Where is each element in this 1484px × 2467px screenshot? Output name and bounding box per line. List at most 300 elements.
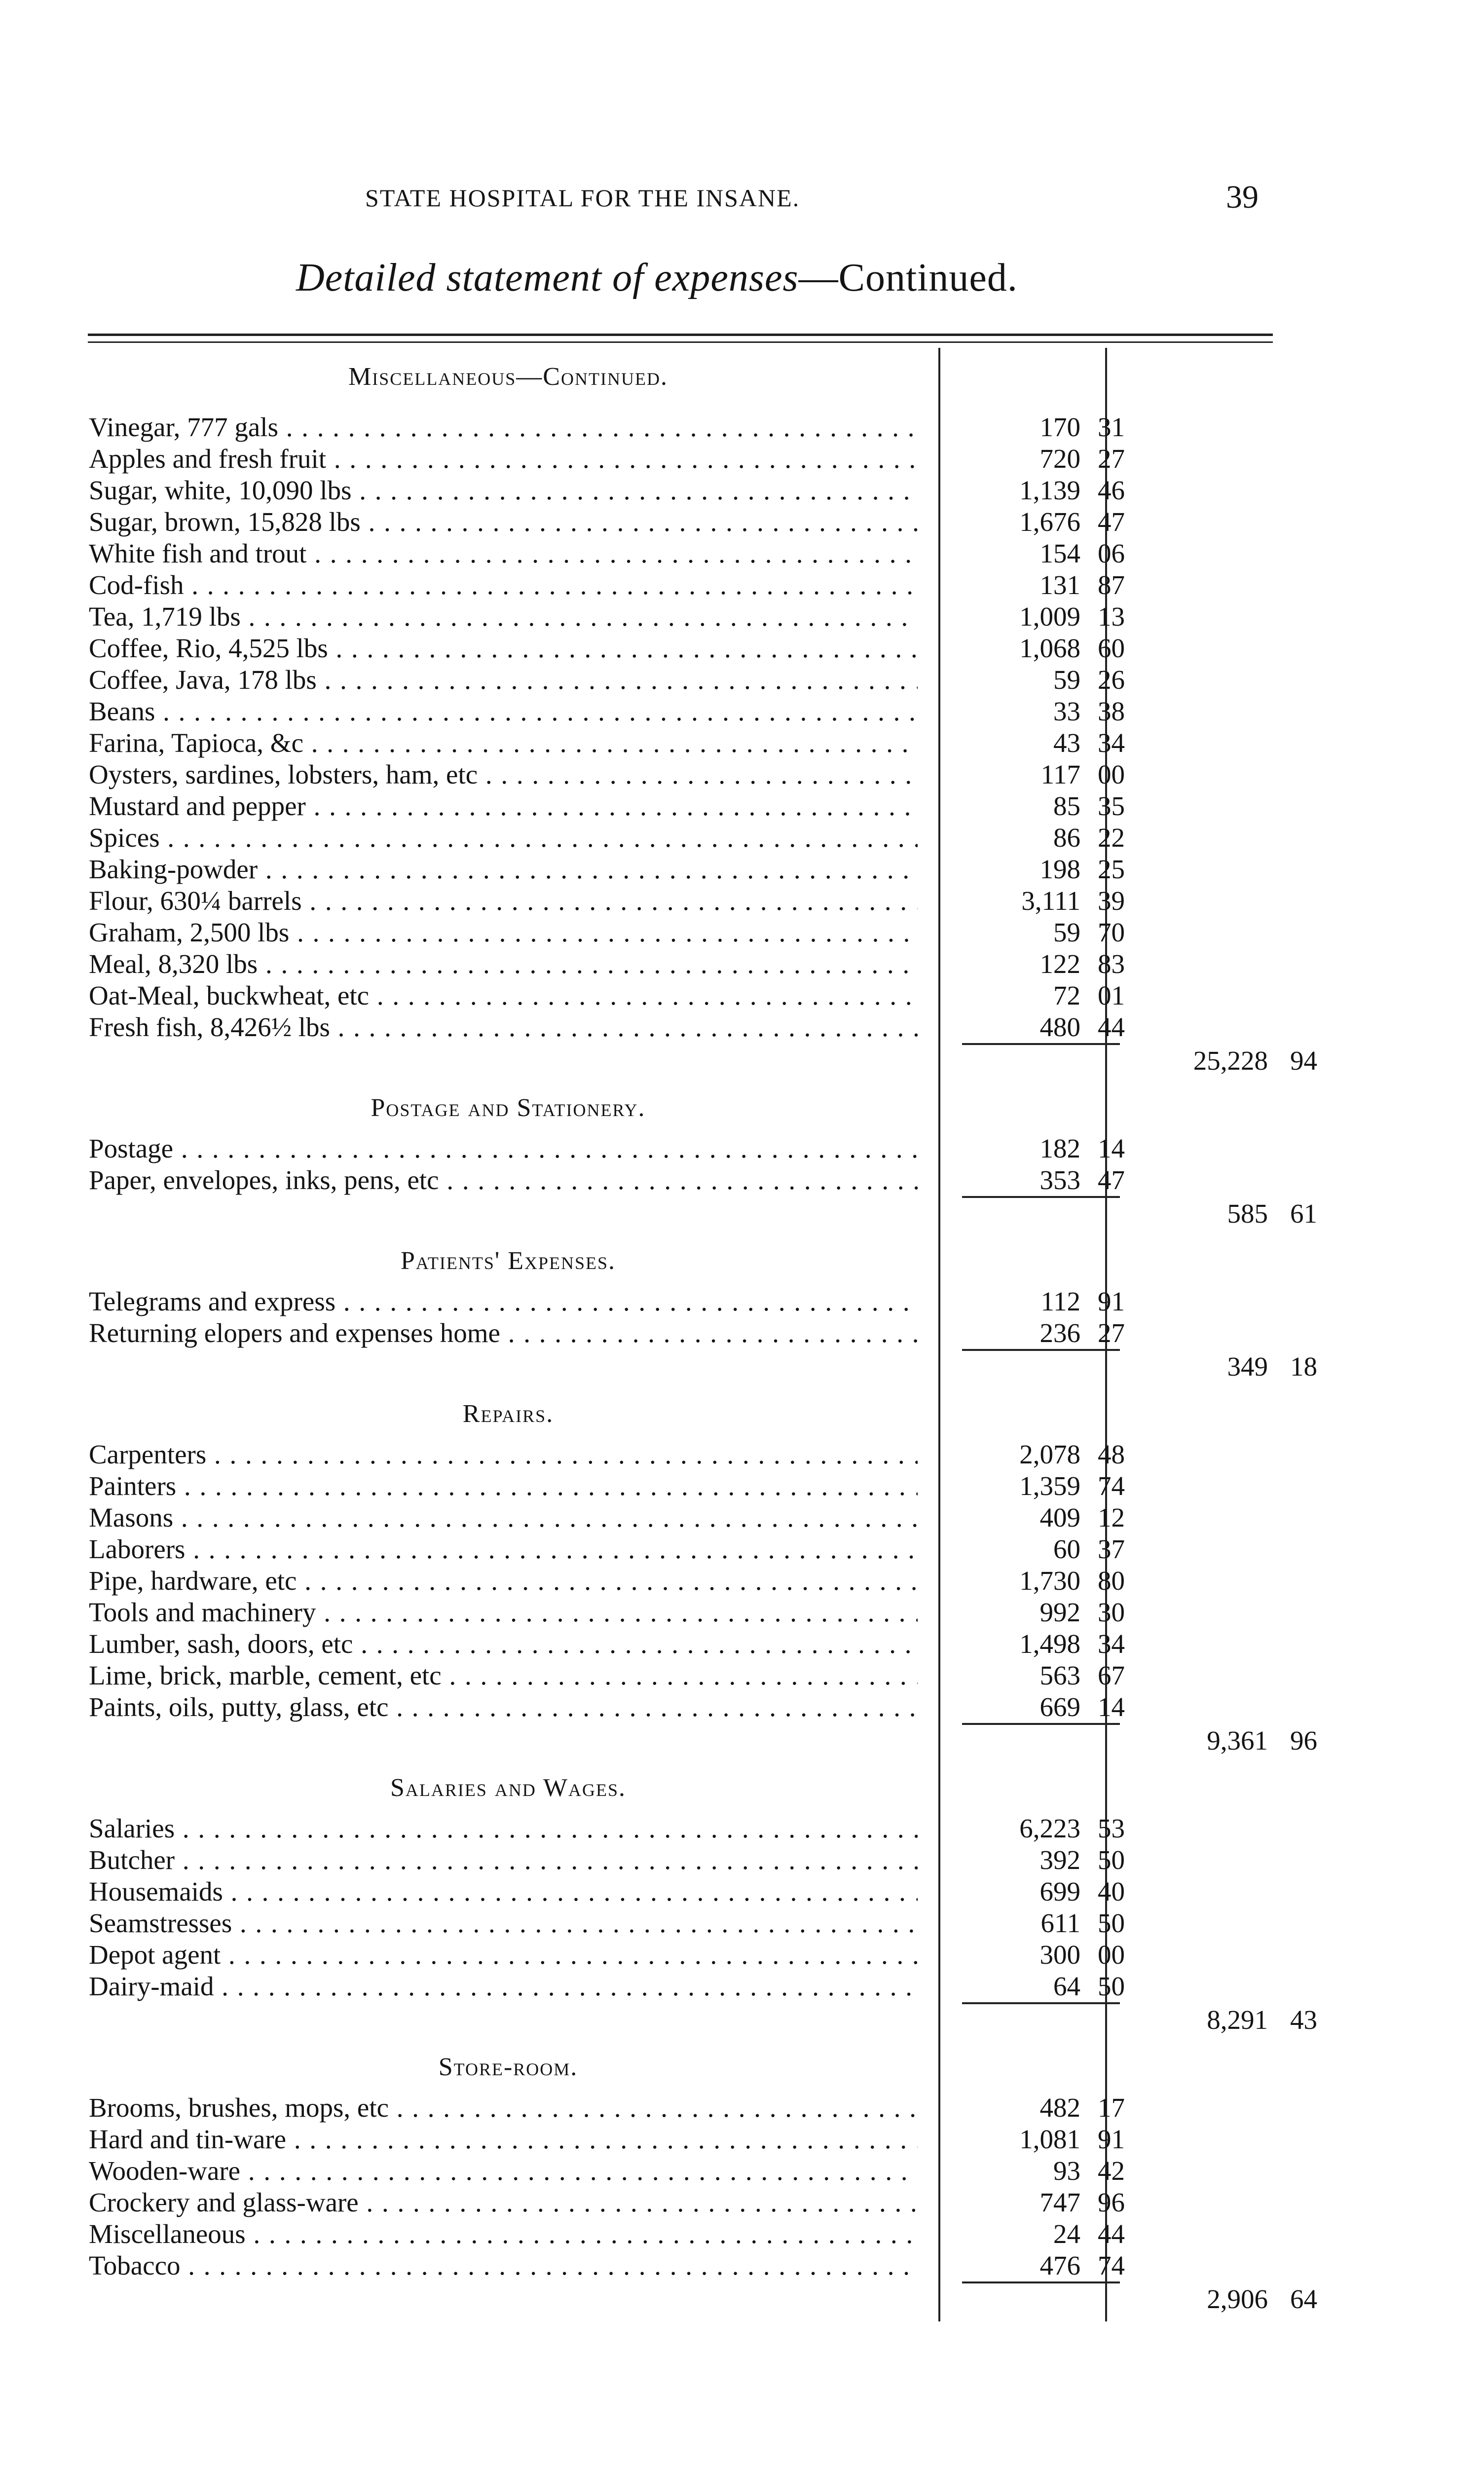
amount-cents: 44 — [1098, 1012, 1125, 1042]
expense-row — [89, 2250, 1283, 2281]
amount-cents: 00 — [1098, 1940, 1125, 1970]
expense-amount — [957, 1876, 1125, 1907]
expense-label-text: Miscellaneous — [89, 2219, 246, 2249]
expense-row — [89, 1628, 1283, 1660]
amount-cents: 12 — [1098, 1502, 1125, 1533]
amount-dollars: 300 — [1039, 1940, 1080, 1970]
section-total-row — [89, 1045, 1317, 1077]
total-dollars: 585 — [1227, 1198, 1268, 1229]
section-title-text: Store-room. — [438, 2053, 578, 2081]
expense-label-text: Masons — [89, 1502, 174, 1533]
amount-dollars: 86 — [1053, 822, 1080, 853]
expense-amount — [957, 1533, 1125, 1565]
top-rule-2 — [88, 341, 1273, 343]
expense-row — [89, 1907, 1283, 1939]
page-title — [296, 256, 1018, 300]
running-header: STATE HOSPITAL FOR THE INSANE. — [365, 184, 800, 212]
amount-cents: 83 — [1098, 949, 1125, 979]
amount-dollars: 93 — [1053, 2156, 1080, 2186]
amount-dollars: 198 — [1039, 854, 1080, 884]
amount-cents: 50 — [1098, 1971, 1125, 2001]
section-title-text: Postage and Stationery. — [371, 1094, 646, 1122]
expense-label-text: Brooms, brushes, mops, etc — [89, 2093, 389, 2123]
amount-cents: 17 — [1098, 2093, 1125, 2123]
amount-dollars: 699 — [1039, 1876, 1080, 1906]
expense-row — [89, 1439, 1283, 1470]
expense-amount — [957, 980, 1125, 1011]
expense-label — [89, 569, 918, 601]
amount-dollars: 182 — [1039, 1133, 1080, 1163]
amount-dollars: 720 — [1039, 444, 1080, 474]
expense-row — [89, 443, 1283, 475]
amount-cents: 14 — [1098, 1692, 1125, 1722]
amount-cents: 38 — [1098, 696, 1125, 726]
expense-amount — [957, 696, 1125, 727]
expense-label — [89, 822, 918, 854]
amount-cents: 00 — [1098, 759, 1125, 789]
expense-amount — [957, 1317, 1125, 1349]
expense-label — [89, 1597, 918, 1628]
expense-amount — [957, 411, 1125, 443]
expense-label — [89, 980, 918, 1011]
section-total-row — [89, 2004, 1317, 2036]
expense-label-text: Painters — [89, 1471, 177, 1501]
amount-dollars: 236 — [1039, 1318, 1080, 1348]
expense-label-text: Tools and machinery — [89, 1597, 316, 1627]
expense-amount — [957, 633, 1125, 664]
amount-cents: 80 — [1098, 1566, 1125, 1596]
expense-label — [89, 854, 918, 885]
expense-amount — [957, 475, 1125, 506]
expense-row — [89, 633, 1283, 664]
expense-row — [89, 980, 1283, 1011]
expense-label-text: Sugar, brown, 15,828 lbs — [89, 507, 361, 537]
expense-label-text: Apples and fresh fruit — [89, 444, 327, 474]
expense-label-text: Meal, 8,320 lbs — [89, 949, 258, 979]
amount-dollars: 112 — [1040, 1286, 1080, 1316]
expense-label — [89, 601, 918, 633]
amount-dollars: 33 — [1053, 696, 1080, 726]
expense-row — [89, 1286, 1283, 1317]
amount-cents: 50 — [1098, 1845, 1125, 1875]
expense-label — [89, 1439, 918, 1470]
amount-dollars: 2,078 — [1019, 1439, 1080, 1469]
total-cents: 64 — [1290, 2284, 1317, 2314]
expense-label — [89, 948, 918, 980]
expense-row — [89, 2155, 1283, 2187]
amount-cents: 06 — [1098, 538, 1125, 568]
amount-cents: 48 — [1098, 1439, 1125, 1469]
amount-cents: 27 — [1098, 444, 1125, 474]
section-total-row — [89, 2283, 1317, 2315]
amount-cents: 26 — [1098, 665, 1125, 695]
amount-dollars: 1,730 — [1019, 1566, 1080, 1596]
expense-amount — [957, 1813, 1125, 1844]
expense-amount — [957, 1439, 1125, 1470]
expense-row — [89, 2092, 1283, 2124]
expense-label-text: Wooden-ware — [89, 2156, 241, 2186]
expense-label-text: Vinegar, 777 gals — [89, 412, 278, 442]
amount-dollars: 85 — [1053, 791, 1080, 821]
amount-dollars: 59 — [1053, 665, 1080, 695]
expense-amount — [957, 601, 1125, 633]
expense-label — [89, 1011, 918, 1043]
expense-label — [89, 2092, 918, 2124]
amount-dollars: 59 — [1053, 917, 1080, 947]
expense-label-text: Sugar, white, 10,090 lbs — [89, 475, 352, 505]
amount-cents: 14 — [1098, 1133, 1125, 1163]
expense-row — [89, 790, 1283, 822]
section-title-text: Salaries and Wages. — [390, 1774, 627, 1802]
expense-label-text: Pipe, hardware, etc — [89, 1566, 297, 1596]
amount-dollars: 122 — [1039, 949, 1080, 979]
amount-cents: 27 — [1098, 1318, 1125, 1348]
expense-label — [89, 727, 918, 759]
expense-amount — [957, 854, 1125, 885]
expense-label — [89, 696, 918, 727]
amount-dollars: 60 — [1053, 1534, 1080, 1564]
expense-label-text: Coffee, Java, 178 lbs — [89, 665, 317, 695]
amount-dollars: 64 — [1053, 1971, 1080, 2001]
expense-label — [89, 506, 918, 538]
expense-label-text: Laborers — [89, 1534, 186, 1564]
amount-dollars: 43 — [1053, 728, 1080, 758]
amount-cents: 13 — [1098, 601, 1125, 632]
amount-dollars: 3,111 — [1021, 886, 1080, 916]
expense-amount — [957, 759, 1125, 790]
expense-amount — [957, 1565, 1125, 1597]
expense-label-text: Beans — [89, 696, 155, 726]
expense-row — [89, 1317, 1283, 1349]
expense-label-text: Fresh fish, 8,426½ lbs — [89, 1012, 330, 1042]
amount-cents: 40 — [1098, 1876, 1125, 1906]
amount-cents: 01 — [1098, 980, 1125, 1010]
total-dollars: 9,361 — [1207, 1725, 1268, 1756]
expense-label-text: Returning elopers and expenses home — [89, 1318, 500, 1348]
expense-label — [89, 1939, 918, 1971]
expense-label-text: Cod-fish — [89, 570, 184, 600]
expense-amount — [957, 1628, 1125, 1660]
expense-amount — [957, 2124, 1125, 2155]
amount-dollars: 1,359 — [1019, 1471, 1080, 1501]
expense-amount — [957, 664, 1125, 696]
amount-dollars: 117 — [1040, 759, 1080, 789]
expense-label — [89, 1286, 918, 1317]
expense-amount — [957, 1844, 1125, 1876]
amount-cents: 74 — [1098, 2250, 1125, 2280]
amount-cents: 30 — [1098, 1597, 1125, 1627]
expense-label — [89, 2187, 918, 2218]
amount-cents: 60 — [1098, 633, 1125, 663]
expense-label-text: Spices — [89, 822, 160, 853]
expense-amount — [957, 2092, 1125, 2124]
expense-row — [89, 948, 1283, 980]
expense-row — [89, 854, 1283, 885]
expense-label — [89, 1628, 918, 1660]
expense-row — [89, 1971, 1283, 2002]
amount-cents: 35 — [1098, 791, 1125, 821]
amount-dollars: 480 — [1039, 1012, 1080, 1042]
page-title-suffix: —Continued. — [798, 256, 1018, 299]
expense-label — [89, 885, 918, 917]
expense-amount — [957, 1660, 1125, 1691]
expense-label-text: Lumber, sash, doors, etc — [89, 1629, 353, 1659]
expense-amount — [957, 538, 1125, 569]
expense-label — [89, 917, 918, 948]
expense-label-text: Lime, brick, marble, cement, etc — [89, 1660, 442, 1690]
amount-dollars: 669 — [1039, 1692, 1080, 1722]
amount-dollars: 1,068 — [1019, 633, 1080, 663]
expense-label-text: Tea, 1,719 lbs — [89, 601, 241, 632]
expense-label — [89, 1565, 918, 1597]
total-cents: 96 — [1290, 1725, 1317, 1756]
section-total — [1135, 1725, 1317, 1757]
top-rule-1 — [88, 334, 1273, 336]
amount-dollars: 1,676 — [1019, 507, 1080, 537]
amount-dollars: 131 — [1039, 570, 1080, 600]
expense-amount — [957, 917, 1125, 948]
total-cents: 18 — [1290, 1351, 1317, 1382]
amount-dollars: 1,139 — [1019, 475, 1080, 505]
amount-dollars: 6,223 — [1019, 1813, 1080, 1843]
amount-cents: 39 — [1098, 886, 1125, 916]
expense-label — [89, 1533, 918, 1565]
amount-cents: 31 — [1098, 412, 1125, 442]
amount-cents: 22 — [1098, 822, 1125, 853]
expense-row — [89, 727, 1283, 759]
amount-cents: 53 — [1098, 1813, 1125, 1843]
expense-row — [89, 696, 1283, 727]
expense-row — [89, 2187, 1283, 2218]
expense-row — [89, 1844, 1283, 1876]
amount-dollars: 72 — [1053, 980, 1080, 1010]
expense-label-text: Mustard and pepper — [89, 791, 306, 821]
expense-label — [89, 1876, 918, 1907]
expense-label — [89, 1164, 918, 1196]
expense-label-text: Oat-Meal, buckwheat, etc — [89, 980, 370, 1010]
expense-amount — [957, 2250, 1125, 2281]
expense-amount — [957, 822, 1125, 854]
expense-label-text: Farina, Tapioca, &c — [89, 728, 303, 758]
expense-label — [89, 2250, 918, 2281]
expense-label-text: Coffee, Rio, 4,525 lbs — [89, 633, 328, 663]
expense-amount — [957, 1939, 1125, 1971]
expense-row — [89, 664, 1283, 696]
expense-label-text: Hard and tin-ware — [89, 2124, 287, 2154]
expense-amount — [957, 2218, 1125, 2250]
section-total-row — [89, 1351, 1317, 1383]
expense-row — [89, 759, 1283, 790]
amount-cents: 47 — [1098, 507, 1125, 537]
expense-amount — [957, 2155, 1125, 2187]
expense-amount — [957, 1971, 1125, 2002]
expense-row — [89, 1876, 1283, 1907]
expense-row — [89, 1939, 1283, 1971]
section-title-text: Patients' Expenses. — [400, 1247, 616, 1275]
expense-amount — [957, 1597, 1125, 1628]
expense-label — [89, 411, 918, 443]
expense-label-text: Baking-powder — [89, 854, 258, 884]
expense-row — [89, 506, 1283, 538]
expense-label — [89, 1317, 918, 1349]
expense-label — [89, 1502, 918, 1533]
expense-label-text: Carpenters — [89, 1439, 207, 1469]
expense-row — [89, 822, 1283, 854]
expense-amount — [957, 1470, 1125, 1502]
amount-dollars: 476 — [1039, 2250, 1080, 2280]
expense-label — [89, 1971, 918, 2002]
expense-label-text: Dairy-maid — [89, 1971, 214, 2001]
amount-cents: 87 — [1098, 570, 1125, 600]
expense-amount — [957, 569, 1125, 601]
amount-cents: 47 — [1098, 1165, 1125, 1195]
amount-dollars: 154 — [1039, 538, 1080, 568]
section-title — [89, 1077, 928, 1133]
expense-amount — [957, 727, 1125, 759]
expense-row — [89, 1011, 1283, 1043]
expense-amount — [957, 1164, 1125, 1196]
page-title-italic: Detailed statement of expenses — [296, 256, 799, 299]
amount-dollars: 392 — [1039, 1845, 1080, 1875]
expense-row — [89, 1164, 1283, 1196]
expense-label — [89, 475, 918, 506]
expense-label-text: Graham, 2,500 lbs — [89, 917, 290, 947]
amount-dollars: 1,498 — [1019, 1629, 1080, 1659]
expense-label-text: White fish and trout — [89, 538, 307, 568]
expense-label-text: Salaries — [89, 1813, 175, 1843]
expense-row — [89, 1660, 1283, 1691]
amount-dollars: 24 — [1053, 2219, 1080, 2249]
section-total — [1135, 1045, 1317, 1077]
section-title-text: Repairs. — [462, 1400, 554, 1428]
section-title — [89, 1230, 928, 1286]
expense-label-text: Depot agent — [89, 1940, 221, 1970]
amount-cents: 34 — [1098, 1629, 1125, 1659]
expense-label — [89, 1660, 918, 1691]
expense-row — [89, 475, 1283, 506]
expense-label-text: Seamstresses — [89, 1908, 232, 1938]
amount-dollars: 170 — [1039, 412, 1080, 442]
expense-label — [89, 2155, 918, 2187]
expense-row — [89, 538, 1283, 569]
total-dollars: 25,228 — [1193, 1046, 1268, 1076]
expense-row — [89, 917, 1283, 948]
amount-cents: 91 — [1098, 2124, 1125, 2154]
expense-amount — [957, 1907, 1125, 1939]
expense-table — [89, 355, 1317, 2315]
section-title — [89, 1383, 928, 1439]
section-total — [1135, 1198, 1317, 1230]
amount-cents: 25 — [1098, 854, 1125, 884]
amount-dollars: 1,009 — [1019, 601, 1080, 632]
expense-row — [89, 2124, 1283, 2155]
page-number: 39 — [1226, 179, 1259, 215]
amount-cents: 42 — [1098, 2156, 1125, 2186]
expense-label-text: Paper, envelopes, inks, pens, etc — [89, 1165, 439, 1195]
section-total — [1135, 2283, 1317, 2315]
expense-amount — [957, 1133, 1125, 1164]
amount-cents: 50 — [1098, 1908, 1125, 1938]
expense-row — [89, 2218, 1283, 2250]
expense-label — [89, 1844, 918, 1876]
amount-cents: 44 — [1098, 2219, 1125, 2249]
expense-label-text: Oysters, sardines, lobsters, ham, etc — [89, 759, 478, 789]
expense-label — [89, 443, 918, 475]
expense-label-text: Crockery and glass-ware — [89, 2187, 359, 2217]
section-total-row — [89, 1725, 1317, 1757]
amount-dollars: 563 — [1039, 1660, 1080, 1690]
total-dollars: 349 — [1227, 1351, 1268, 1382]
section-total — [1135, 2004, 1317, 2036]
expense-amount — [957, 1502, 1125, 1533]
expense-row — [89, 1691, 1283, 1723]
amount-cents: 67 — [1098, 1660, 1125, 1690]
amount-dollars: 482 — [1039, 2093, 1080, 2123]
amount-cents: 46 — [1098, 475, 1125, 505]
expense-row — [89, 1565, 1283, 1597]
expense-row — [89, 1813, 1283, 1844]
expense-label-text: Tobacco — [89, 2250, 181, 2280]
expense-label-text: Housemaids — [89, 1876, 223, 1906]
total-cents: 94 — [1290, 1046, 1317, 1076]
expense-label — [89, 1133, 918, 1164]
total-cents: 61 — [1290, 1198, 1317, 1229]
expense-label — [89, 633, 918, 664]
expense-row — [89, 411, 1283, 443]
expense-row — [89, 1597, 1283, 1628]
amount-dollars: 611 — [1040, 1908, 1080, 1938]
expense-label — [89, 664, 918, 696]
expense-label-text: Telegrams and express — [89, 1286, 336, 1316]
expense-amount — [957, 1011, 1125, 1043]
expense-label-text: Paints, oils, putty, glass, etc — [89, 1692, 389, 1722]
expense-amount — [957, 948, 1125, 980]
amount-dollars: 992 — [1039, 1597, 1080, 1627]
expense-label — [89, 538, 918, 569]
expense-label-text: Postage — [89, 1133, 174, 1163]
expense-amount — [957, 790, 1125, 822]
amount-dollars: 409 — [1039, 1502, 1080, 1533]
section-title — [89, 1757, 928, 1813]
expense-row — [89, 1133, 1283, 1164]
expense-amount — [957, 443, 1125, 475]
expense-label — [89, 1470, 918, 1502]
amount-cents: 70 — [1098, 917, 1125, 947]
amount-dollars: 747 — [1039, 2187, 1080, 2217]
section-title-text: Miscellaneous—Continued. — [348, 363, 668, 391]
amount-cents: 74 — [1098, 1471, 1125, 1501]
amount-cents: 91 — [1098, 1286, 1125, 1316]
expense-row — [89, 1502, 1283, 1533]
expense-row — [89, 885, 1283, 917]
expense-label — [89, 1813, 918, 1844]
expense-label-text: Butcher — [89, 1845, 175, 1875]
amount-cents: 34 — [1098, 728, 1125, 758]
expense-row — [89, 569, 1283, 601]
expense-row — [89, 1470, 1283, 1502]
expense-label — [89, 2124, 918, 2155]
expense-label — [89, 759, 918, 790]
expense-row — [89, 601, 1283, 633]
expense-label — [89, 1907, 918, 1939]
total-cents: 43 — [1290, 2005, 1317, 2035]
expense-amount — [957, 1691, 1125, 1723]
total-dollars: 8,291 — [1207, 2005, 1268, 2035]
expense-label — [89, 790, 918, 822]
expense-row — [89, 1533, 1283, 1565]
expense-amount — [957, 885, 1125, 917]
section-total-row — [89, 1198, 1317, 1230]
